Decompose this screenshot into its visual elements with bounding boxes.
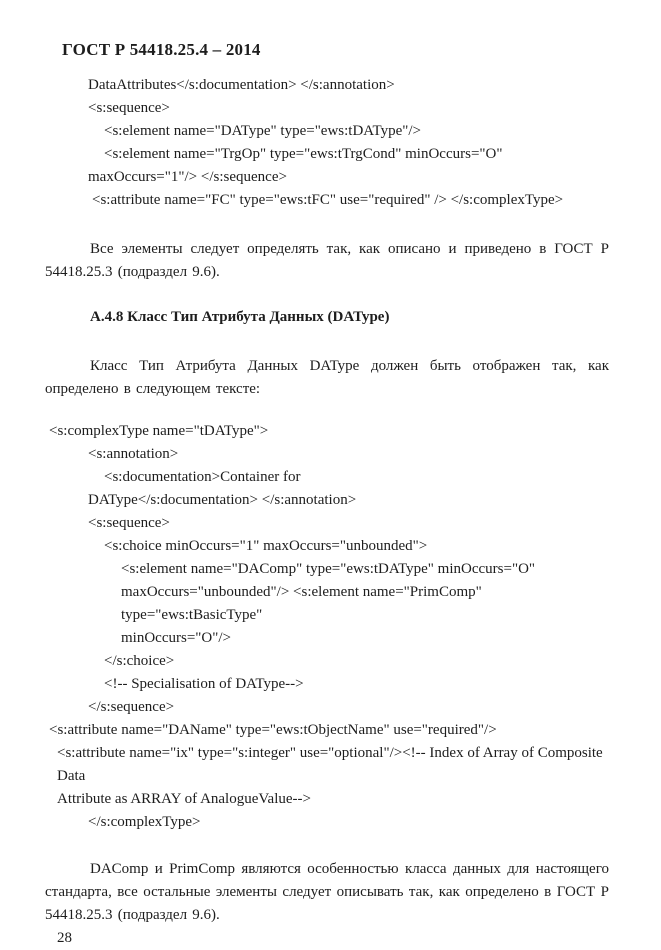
- xml-code-block-2: [45, 420, 609, 834]
- code-line: <s:attribute name="FC" type="ews:tFC" use="required" /> </s:complexType>: [92, 192, 564, 208]
- code-line: <s:complexType name="tDAType">: [49, 423, 269, 439]
- code-line: Attribute as ARRAY of AnalogueValue-->: [57, 791, 311, 807]
- section-heading: А.4.8 Класс Тип Атрибута Данных (DAType): [90, 309, 390, 325]
- xml-code-block-1: [45, 74, 609, 212]
- code-line: <!-- Specialisation of DAType-->: [104, 676, 304, 692]
- code-line: <s:sequence>: [88, 515, 170, 531]
- code-line: maxOccurs="unbounded"/> <s:element name="PrimComp" type="ews:tBasicType": [121, 584, 486, 623]
- code-line: <s:element name="DAComp" type="ews:tDAType" minOccurs="O": [121, 561, 536, 577]
- code-line: minOccurs="O"/>: [121, 630, 231, 646]
- page-number: 28: [57, 930, 72, 946]
- code-line: <s:element name="DAType" type="ews:tDAType"/>: [104, 123, 421, 139]
- code-line: <s:element name="TrgOp" type="ews:tTrgCond" minOccurs="O": [104, 146, 503, 162]
- paragraph: Класс Тип Атрибута Данных DAType должен быть отображен так, как определено в следующем тексте:: [45, 358, 609, 397]
- paragraph: DAComp и PrimComp являются особенностью класса данных для настоящего стандарта, все остальные элементы следует описывать так, как определено в ГОСТ Р 54418.25.3 (подраздел 9.6).: [45, 861, 609, 923]
- code-line: <s:choice minOccurs="1" maxOccurs="unbounded">: [104, 538, 428, 554]
- code-line: maxOccurs="1"/> </s:sequence>: [88, 169, 287, 185]
- code-line: DAType</s:documentation> </s:annotation>: [88, 492, 357, 508]
- paragraph: Все элементы следует определять так, как описано и приведено в ГОСТ Р 54418.25.3 (подраздел 9.6).: [45, 241, 609, 280]
- code-line: <s:documentation>Container for: [104, 469, 301, 485]
- code-line: <s:annotation>: [88, 446, 179, 462]
- code-line: </s:complexType>: [88, 814, 201, 830]
- code-line: DataAttributes</s:documentation> </s:annotation>: [88, 77, 395, 93]
- code-line: </s:choice>: [104, 653, 175, 669]
- document-header-title: ГОСТ Р 54418.25.4 – 2014: [62, 40, 261, 59]
- code-line: </s:sequence>: [88, 699, 175, 715]
- code-line: <s:attribute name="ix" type="s:integer" use="optional"/><!-- Index of Array of Composite Data: [57, 745, 607, 784]
- code-line: <s:attribute name="DAName" type="ews:tObjectName" use="required"/>: [49, 722, 497, 738]
- code-line: <s:sequence>: [88, 100, 170, 116]
